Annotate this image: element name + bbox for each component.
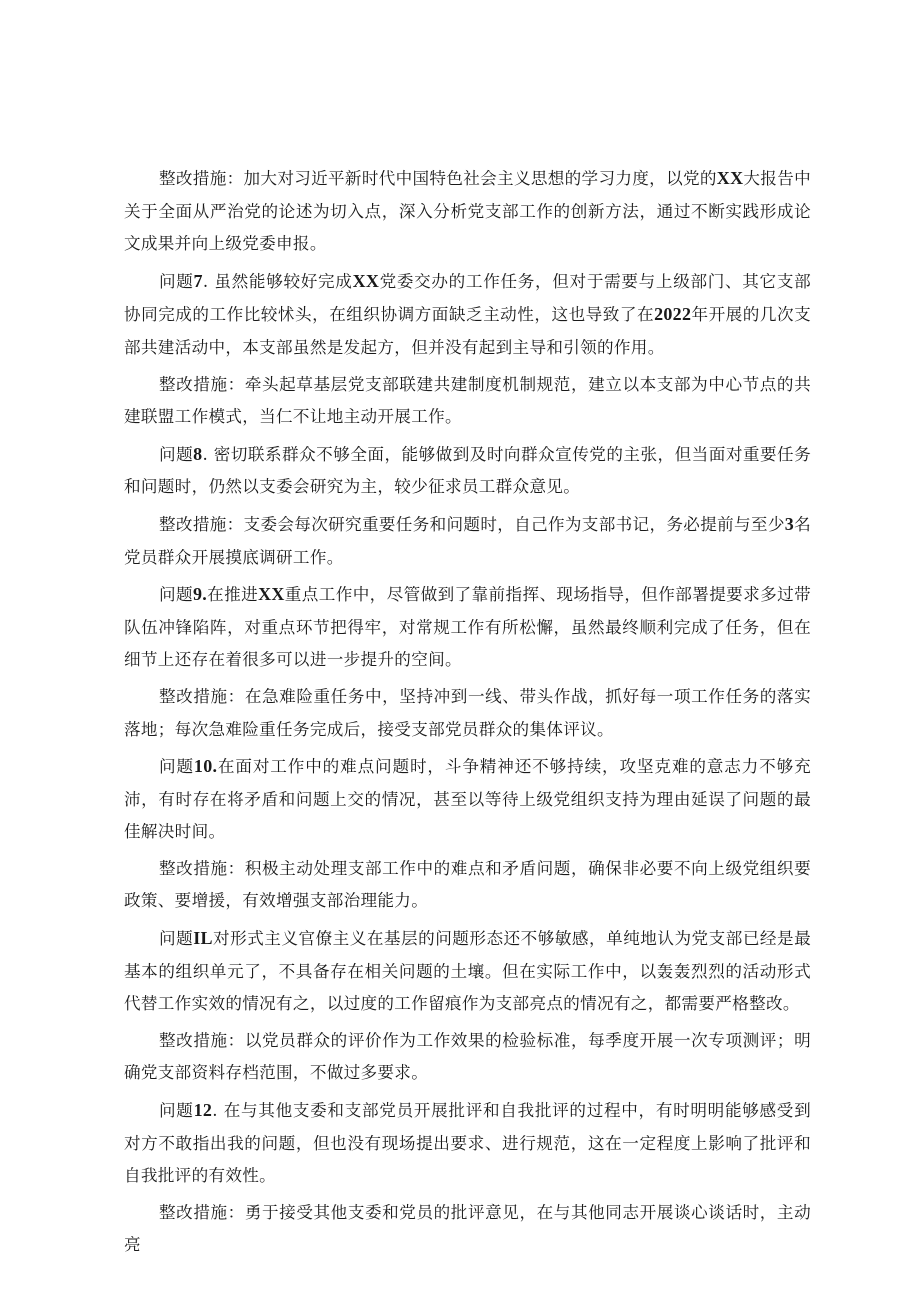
paragraph — [124, 1197, 811, 1262]
paragraph — [124, 750, 811, 849]
text-segment: 在面对工作中的难点问题时，斗争精神还不够持续，攻坚克难的意志力不够充沛，有时存在将矛盾和问题上交的情况，甚至以等待上级党组织支持为理由延误了问题的最佳解决时间。 — [124, 757, 811, 842]
emphasized-text: 2022 — [654, 304, 692, 325]
emphasized-text: XX — [258, 584, 285, 605]
text-segment: . 密切联系群众不够全面，能够做到及时向群众宣传党的主张，但当面对重要任务和问题时，仍然以支委会研究为主，较少征求员工群众意见。 — [124, 444, 811, 497]
text-segment: 整改措施：支委会每次研究重要任务和问题时，自己作为支部书记，务必提前与至少 — [159, 514, 785, 534]
emphasized-text: 10. — [193, 756, 218, 777]
paragraph — [124, 681, 811, 746]
text-segment: 整改措施：在急难险重任务中，坚持冲到一线、带头作战，抓好每一项工作任务的落实落地；每次急难险重任务完成后，接受支部党员群众的集体评议。 — [124, 686, 811, 739]
paragraph — [124, 1094, 811, 1193]
text-segment: 整改措施：加大对习近平新时代中国特色社会主义思想的学习力度，以党的 — [159, 169, 717, 188]
paragraph — [124, 922, 811, 1021]
text-segment: 在推进 — [207, 585, 259, 605]
text-segment: 整改措施：勇于接受其他支委和党员的批评意见，在与其他同志开展谈心谈话时，主动亮 — [124, 1202, 811, 1255]
text-segment: 对形式主义官僚主义在基层的问题形态还不够敏感，单纯地认为党支部已经是最基本的组织单元了，不具备存在相关问题的土壤。但在实际工作中，以轰轰烈烈的活动形式代替工作实效的情况有之，以过度的工作留痕作为支部亮点的情况有之，都需要严格整改。 — [124, 929, 811, 1014]
emphasized-text: 7 — [193, 270, 203, 291]
text-segment: 名党员群众开展摸底调研工作。 — [124, 514, 811, 567]
emphasized-text: 3 — [784, 513, 795, 534]
paragraph — [124, 853, 811, 918]
paragraph — [124, 508, 811, 574]
text-segment: 整改措施：以党员群众的评价作为工作效果的检验标准，每季度开展一次专项测评；明确党支部资料存档范围，不做过多要求。 — [124, 1030, 811, 1083]
text-segment: 整改措施：积极主动处理支部工作中的难点和矛盾问题，确保非必要不向上级党组织要政策、要增援，有效增强支部治理能力。 — [124, 858, 811, 911]
text-segment: 大报告中关于全面从严治党的论述为切入点，深入分析党支部工作的创新方法，通过不断实践形成论文成果并向上级党委申报。 — [124, 169, 811, 254]
text-segment: 整改措施：牵头起草基层党支部联建共建制度机制规范，建立以本支部为中心节点的共建联盟工作模式，当仁不让地主动开展工作。 — [124, 374, 811, 427]
text-segment: . 在与其他支委和支部党员开展批评和自我批评的过程中，有时明明能够感受到对方不敢指出我的问题，但也没有现场提出要求、进行规范，这在一定程度上影响了批评和自我批评的有效性。 — [124, 1101, 811, 1186]
text-segment: 年开展的几次支部共建活动中，本支部虽然是发起方，但并没有起到主导和引领的作用。 — [124, 305, 811, 357]
text-segment: 问题 — [159, 585, 193, 605]
text-segment: 问题 — [159, 757, 194, 777]
text-segment: . 虽然能够较好完成 — [202, 271, 353, 291]
paragraph — [124, 265, 811, 365]
paragraph — [124, 438, 811, 504]
emphasized-text: XX — [352, 270, 380, 291]
paragraph — [124, 162, 811, 261]
text-segment: 重点工作中，尽管做到了靠前指挥、现场指导，但作部署提要求多过带队伍冲锋陷阵，对重点环节把得牢，对常规工作有所松懈，虽然最终顺利完成了任务，但在细节上还存在着很多可以进一步提升的空间。 — [124, 585, 811, 670]
emphasized-text: 8 — [193, 443, 203, 464]
text-segment: 问题 — [159, 1101, 194, 1121]
emphasized-text: XX — [716, 168, 744, 188]
text-segment: 问题 — [159, 444, 194, 464]
emphasized-text: 9. — [192, 584, 208, 605]
paragraph — [124, 369, 811, 434]
document-page — [124, 162, 811, 1266]
paragraph — [124, 1025, 811, 1090]
text-segment: 问题 — [159, 271, 194, 291]
emphasized-text: 12 — [193, 1100, 213, 1121]
paragraph — [124, 578, 811, 677]
emphasized-text: IL — [193, 928, 213, 949]
text-segment: 问题 — [159, 929, 194, 949]
text-segment: 党委交办的工作任务，但对于需要与上级部门、其它支部协同完成的工作比较怵头，在组织协调方面缺乏主动性，这也导致了在 — [124, 271, 811, 325]
